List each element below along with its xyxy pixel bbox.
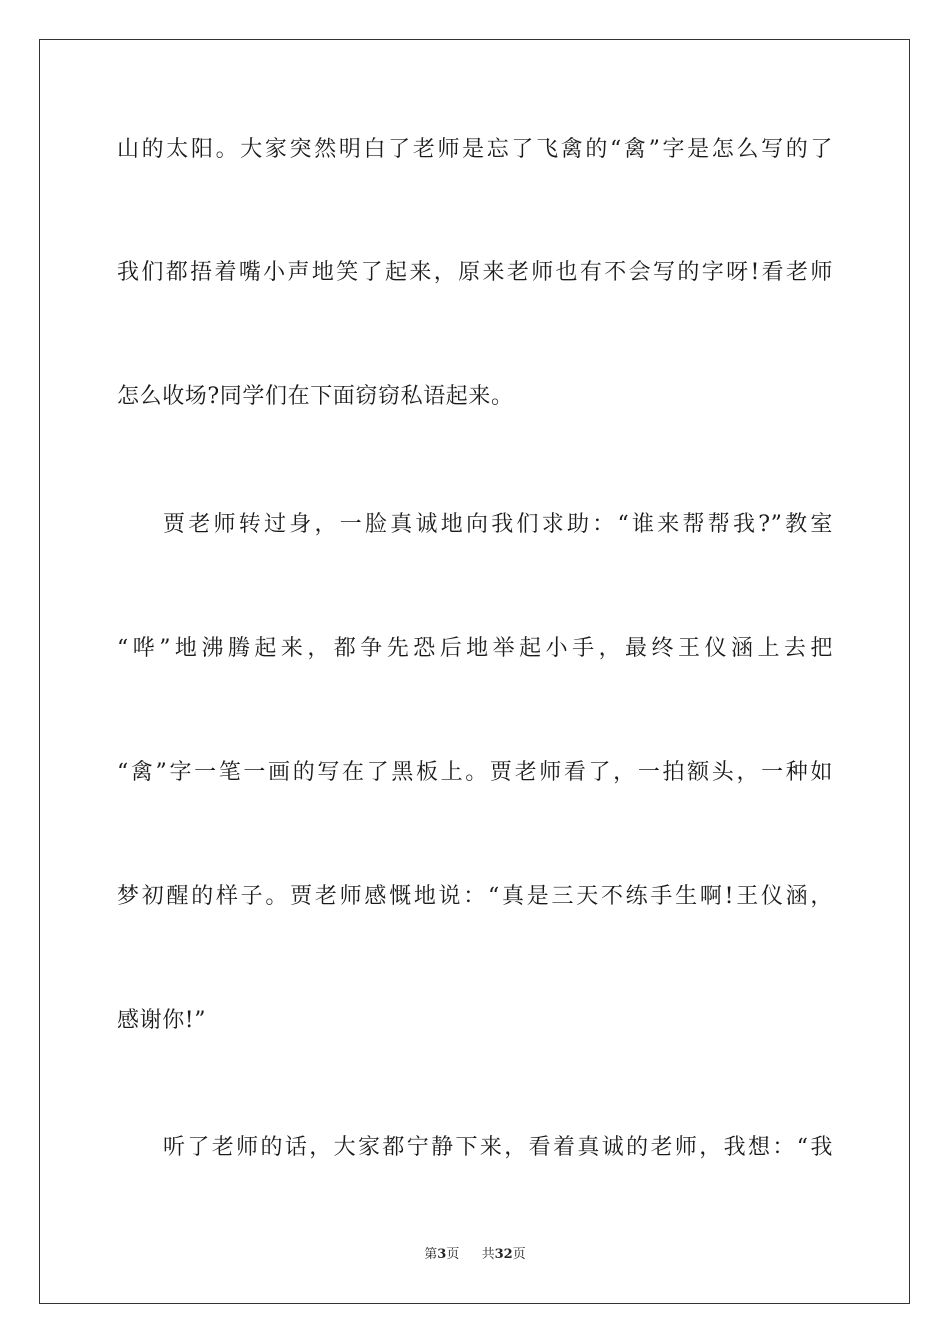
page-border (39, 39, 910, 1304)
text-line-4: 贾老师转过身，一脸真诚地向我们求助：“谁来帮帮我?”教室 (163, 512, 833, 537)
text-line-2: 我们都捂着嘴小声地笑了起来，原来老师也有不会写的字呀!看老师 (117, 260, 833, 285)
footer-page-suffix: 页 (446, 1247, 460, 1262)
text-line-6: “禽”字一笔一画的写在了黑板上。贾老师看了，一拍额头，一种如 (117, 760, 833, 785)
footer-page-current: 3 (437, 1247, 447, 1262)
text-line-9: 听了老师的话，大家都宁静下来，看着真诚的老师，我想：“我 (163, 1135, 833, 1160)
footer-total-suffix: 页 (512, 1247, 526, 1262)
footer-total-prefix: 共 (481, 1247, 495, 1262)
text-line-1: 山的太阳。大家突然明白了老师是忘了飞禽的“禽”字是怎么写的了 (117, 137, 833, 162)
text-line-5: “哗”地沸腾起来，都争先恐后地举起小手，最终王仪涵上去把 (117, 636, 833, 661)
footer-page-prefix: 第 (424, 1247, 438, 1262)
footer-page-total: 32 (494, 1247, 513, 1262)
text-line-8: 感谢你!” (117, 1008, 207, 1033)
text-line-7: 梦初醒的样子。贾老师感慨地说：“真是三天不练手生啊!王仪涵， (117, 884, 833, 909)
text-line-3: 怎么收场?同学们在下面窃窃私语起来。 (117, 384, 514, 409)
page-footer (0, 1246, 950, 1264)
